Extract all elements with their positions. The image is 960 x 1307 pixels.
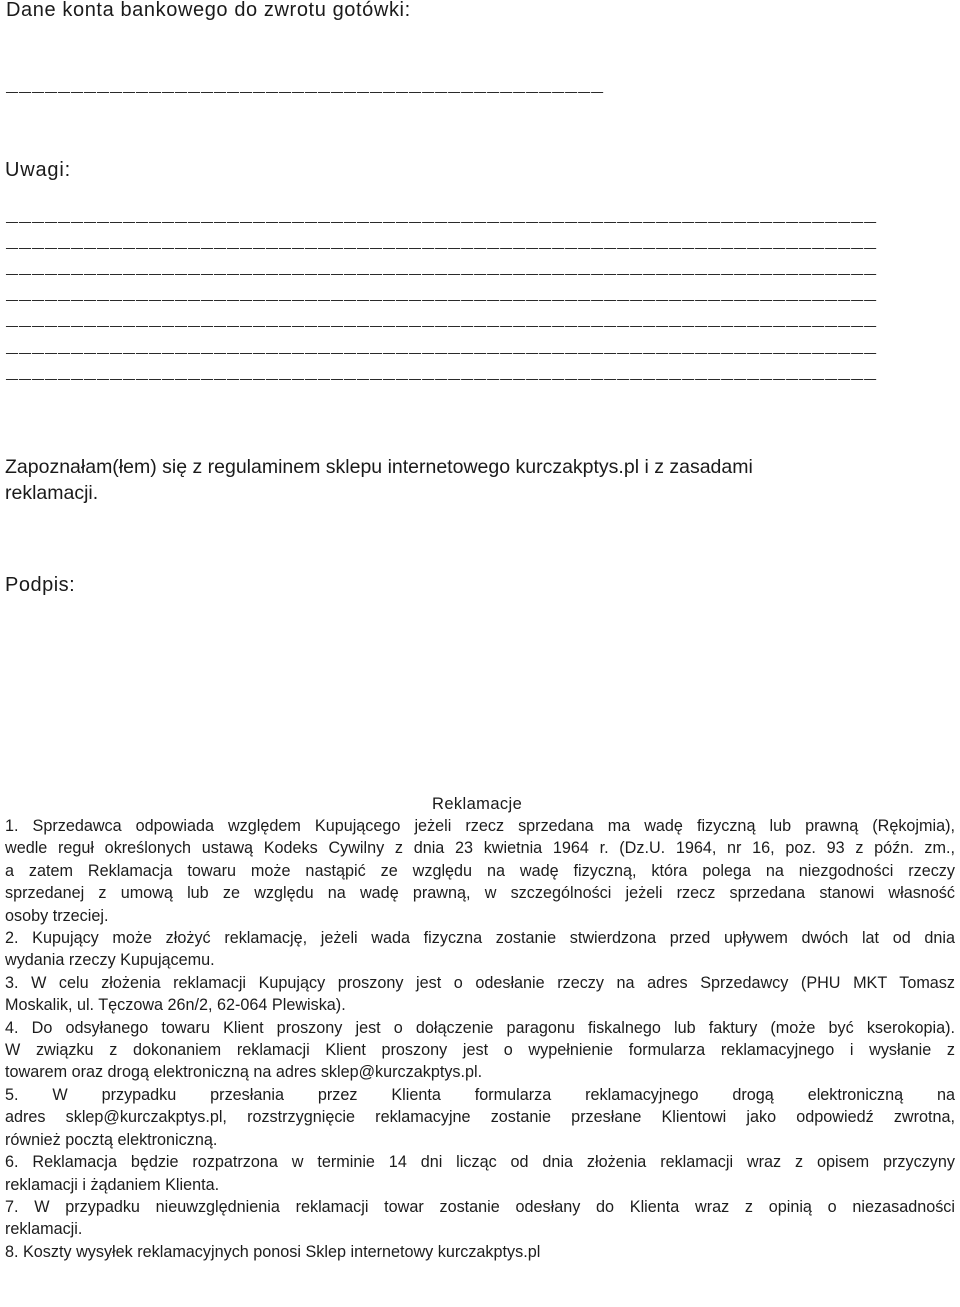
rule-item [5, 1241, 955, 1263]
bank-account-label: Dane konta bankowego do zwrotu gotówki: [6, 0, 411, 21]
acknowledgement-line-1: Zapoznałam(łem) się z regulaminem sklepu internetowego kurczakptys.pl i z zasadami [5, 456, 753, 478]
section-title: Reklamacje [432, 795, 523, 813]
rule-item [5, 927, 955, 972]
rule-line: 6. Reklamacja będzie rozpatrzona w terminie 14 dni licząc od dnia złożenia reklamacji wraz z opisem przyczyny [5, 1153, 955, 1172]
remarks-line: ___________________________________________________________________ [6, 257, 878, 280]
remarks-line: ___________________________________________________________________ [6, 362, 878, 385]
rule-item [5, 972, 955, 1017]
rule-item [5, 1084, 955, 1151]
remarks-line: ___________________________________________________________________ [6, 336, 878, 359]
remarks-line: ___________________________________________________________________ [6, 231, 878, 254]
rule-line: W związku z dokonaniem reklamacji Klient proszony jest o wypełnienie formularza reklamacyjnego i wysłanie z [5, 1041, 955, 1060]
rule-line: osoby trzeciej. [5, 906, 109, 925]
rule-item [5, 1017, 955, 1084]
rule-line: wydania rzeczy Kupującemu. [5, 951, 215, 970]
rule-line: a zatem Reklamacja towaru może nastąpić ze względu na wadę fizyczną, która polega na niezgodności rzeczy [5, 861, 955, 880]
bank-account-line: ______________________________________________ [6, 75, 605, 98]
remarks-label: Uwagi: [5, 159, 71, 181]
rule-line: 7. W przypadku nieuwzględnienia reklamacji towar zostanie odesłany do Klienta wraz z opinią o niezasadności [5, 1197, 955, 1216]
rule-line: 8. Koszty wysyłek reklamacyjnych ponosi Sklep internetowy kurczakptys.pl [5, 1242, 541, 1261]
rule-line: Moskalik, ul. Tęczowa 26n/2, 62-064 Plewiska). [5, 996, 346, 1015]
rule-item [5, 1151, 955, 1196]
rule-line: reklamacji. [5, 1220, 83, 1239]
rule-item [5, 1196, 955, 1241]
rule-line: również pocztą elektroniczną. [5, 1130, 218, 1149]
rule-line: 2. Kupujący może złożyć reklamację, jeżeli wada fizyczna zostanie stwierdzona przed upływem dwóch lat od dnia [5, 929, 955, 948]
rule-line: wedle reguł określonych ustawą Kodeks Cywilny z dnia 23 kwietnia 1964 r. (Dz.U. 1964, nr 16, poz. 93 z późn. zm., [5, 839, 955, 858]
rule-line: reklamacji i żądaniem Klienta. [5, 1175, 220, 1194]
rule-line: 5. W przypadku przesłania przez Klienta formularza reklamacyjnego drogą elektroniczną na [5, 1085, 955, 1104]
remarks-line: ___________________________________________________________________ [6, 309, 878, 332]
signature-label: Podpis: [5, 574, 76, 596]
rule-line: adres sklep@kurczakptys.pl, rozstrzygnięcie reklamacyjne zostanie przesłane Klientowi jako odpowiedź zwrotna, [5, 1108, 955, 1127]
rule-line: sprzedanej z umową lub ze względu na wadę prawną, w szczególności jeżeli rzecz sprzedana stanowi własność [5, 884, 955, 903]
remarks-line: ___________________________________________________________________ [6, 283, 878, 306]
remarks-line: ___________________________________________________________________ [6, 205, 878, 228]
acknowledgement-line-2: reklamacji. [5, 482, 99, 504]
rule-line: 3. W celu złożenia reklamacji Kupujący proszony jest o odesłanie rzeczy na adres Sprzedawcy (PHU MKT Tomasz [5, 973, 955, 992]
rule-line: 4. Do odsyłanego towaru Klient proszony jest o dołączenie paragonu fiskalnego lub faktury (może być kserokopia). [5, 1018, 955, 1037]
rule-item [5, 815, 955, 927]
rule-line: 1. Sprzedawca odpowiada względem Kupującego jeżeli rzecz sprzedana ma wadę fizyczną lub prawną (Rękojmia), [5, 817, 955, 835]
rules-list [5, 815, 955, 1263]
rule-line: towarem oraz drogą elektroniczną na adres sklep@kurczakptys.pl. [5, 1063, 483, 1082]
